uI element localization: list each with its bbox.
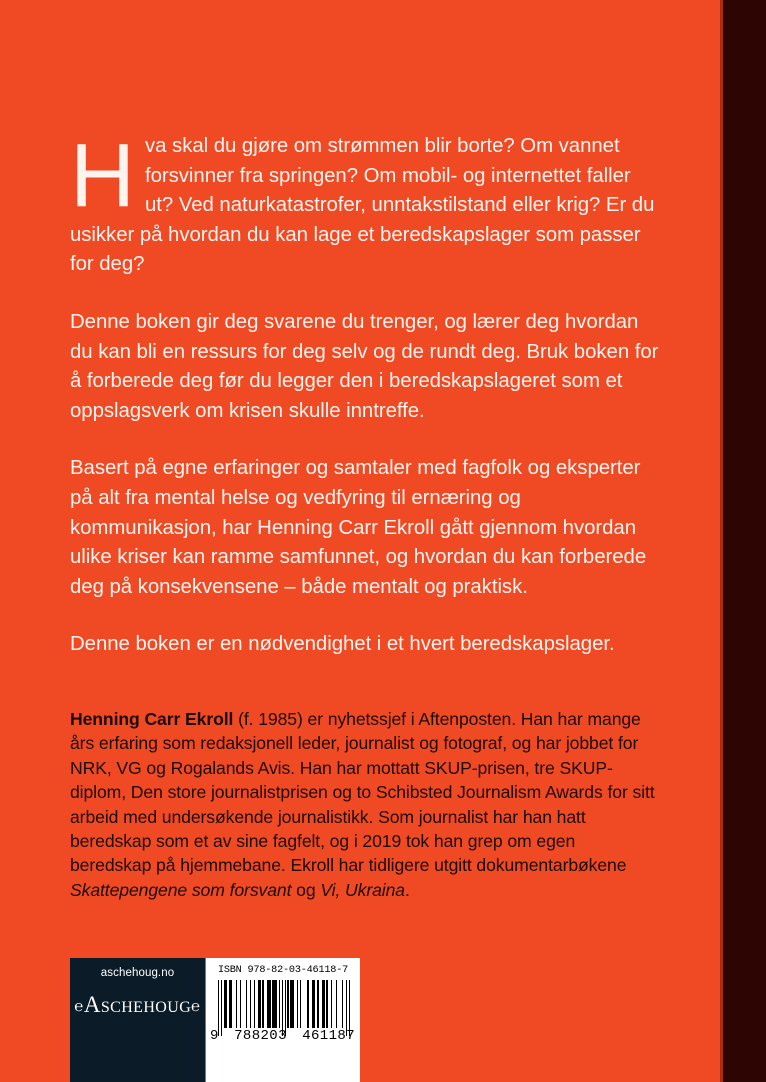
author-bio [70, 707, 660, 902]
blurb-paragraph-1 [70, 126, 664, 280]
blurb-paragraph-3: Basert på egne erfaringer og samtaler med fagfolk og eksperter på alt fra mental helse og vedfyring til ernæring og kommunikasjon, har Henning Carr Ekroll gått gjennom hvordan ulike kriser kan ramme samfunnet, og hvordan du kan forberede deg på konsekvensene – både mentalt og praktisk. [70, 457, 647, 598]
bio-text-end: . [404, 879, 410, 900]
drop-cap-letter: H [70, 126, 134, 226]
isbn-label: ISBN 978-82-03-46118-7 [217, 965, 349, 976]
author-bio-text: (f. 1985) er nyhetssjef i Aftenposten. Han har mange års erfaring som redaksjonell leder, journalist og fotograf, og har jobbet for NRK, VG og Rogalands Avis. Han har mottatt SKUP-prisen, tre SKUP-diplom, Den store journalistprisen og to Schibsted Journalism Awards for sitt arbeid med undersøkende journalistikk. Som journalist har han hatt beredskap som et av sine fagfelt, og i 2019 tok han grep om egen beredskap på hjemmebane. Ekroll har tidligere utgitt dokumentarbøkene [70, 709, 655, 876]
blurb-paragraph-1-text: va skal du gjøre om strømmen blir borte? Om vannet forsvinner fra springen? Om mobil- og internettet faller ut? Ved naturkatastrofer, unntakstilstand eller krig? Er du usikker på hvordan du kan lage et beredskapslager som passer for deg? [70, 135, 655, 276]
publisher-website: aschehoug.no [100, 967, 175, 979]
bio-conjunction: og [291, 879, 321, 900]
blurb-paragraph-4: Denne boken er en nødvendighet i et hvert beredskapslager. [70, 633, 615, 656]
publisher-wordmark [70, 992, 205, 1018]
spine-strip [723, 0, 766, 1082]
publisher-logo-box [70, 958, 205, 1082]
publisher-name: Aschehoug [83, 992, 192, 1017]
author-name: Henning Carr Ekroll [70, 709, 234, 729]
blurb-block [70, 126, 664, 660]
swash-left-icon: ℮ [74, 997, 84, 1015]
barcode-digit-group-2: 461187 [302, 1028, 355, 1044]
blurb-paragraph-2: Denne boken gir deg svarene du trenger, og lærer deg hvordan du kan bli en ressurs for deg selv og de rundt deg. Bruk boken for å forberede deg før du legger den i beredskapslageret som et oppslagsverk om krisen skulle inntreffe. [70, 310, 659, 422]
barcode-digit-group-1: 788203 [234, 1028, 287, 1044]
barcode-box [206, 958, 360, 1082]
book-title-2: Vi, Ukraina [320, 879, 405, 900]
swash-right-icon: ℮ [191, 997, 201, 1015]
barcode-digits [206, 1028, 360, 1044]
barcode-bars-graphic [218, 980, 350, 1028]
book-title-1: Skattepengene som forsvant [70, 879, 292, 900]
barcode-digit-prefix: 9 [210, 1028, 219, 1044]
